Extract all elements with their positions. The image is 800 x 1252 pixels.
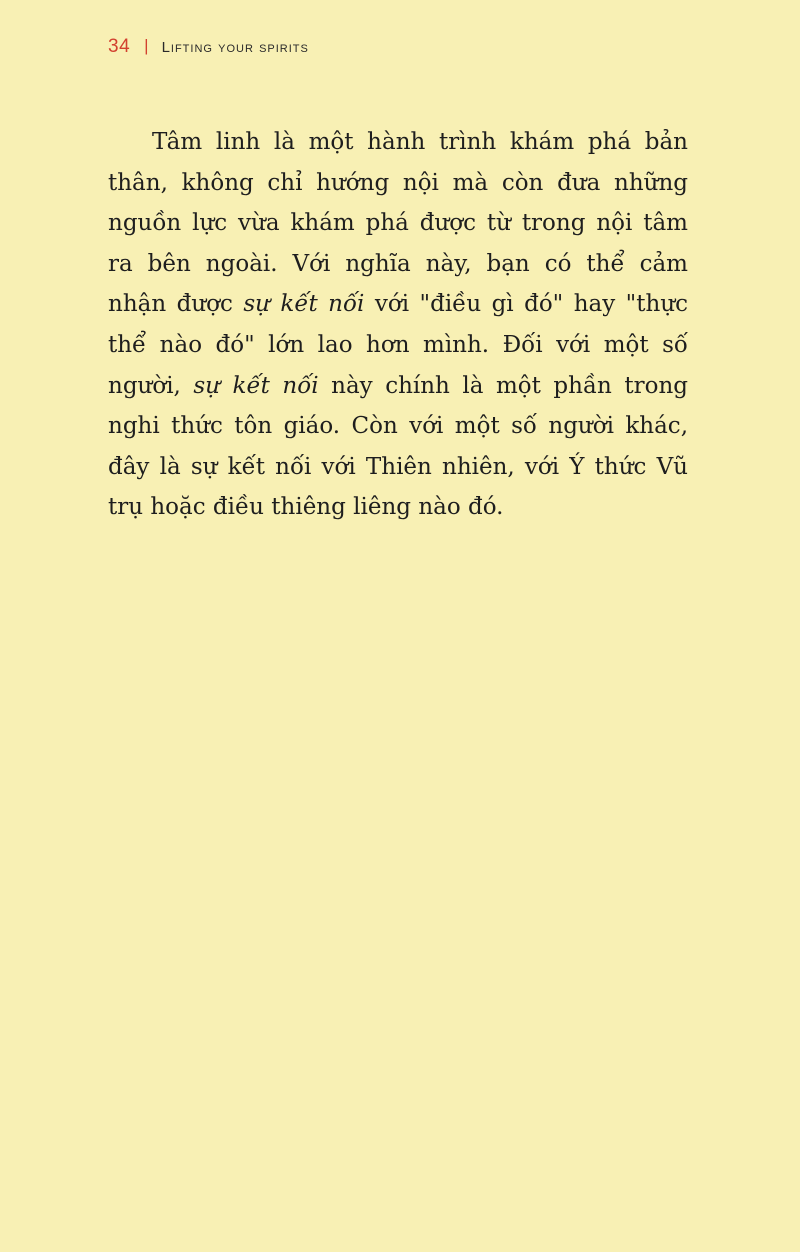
paragraph-line: Tâm linh là một hành trình khám phá bản bbox=[152, 129, 688, 155]
paragraph-line: thể nào đó" lớn lao hơn mình. Đối với một số bbox=[108, 331, 688, 358]
running-head bbox=[108, 34, 309, 60]
line-text: nhận được bbox=[108, 291, 244, 318]
paragraph-line: đây là sự kết nối với Thiên nhiên, với Ý thức Vũ bbox=[108, 453, 688, 480]
paragraph-line: thân, không chỉ hướng nội mà còn đưa những bbox=[108, 169, 688, 196]
line-text: người, bbox=[108, 372, 194, 399]
page-number: 34 bbox=[108, 36, 131, 57]
line-text: với "điều gì đó" hay "thực bbox=[364, 291, 689, 318]
line-text: này chính là một phần trong bbox=[318, 372, 688, 399]
paragraph-line bbox=[108, 366, 688, 407]
paragraph-line bbox=[108, 284, 688, 325]
paragraph-line: nghi thức tôn giáo. Còn với một số người khác, bbox=[108, 413, 688, 440]
header-separator: | bbox=[144, 36, 149, 55]
body-paragraph bbox=[108, 122, 688, 528]
paragraph-line: trụ hoặc điều thiêng liêng nào đó. bbox=[108, 494, 504, 521]
italic-phrase: sự kết nối bbox=[193, 372, 319, 399]
paragraph-line: nguồn lực vừa khám phá được từ trong nội tâm bbox=[108, 210, 688, 237]
book-title: Lifting your spirits bbox=[161, 38, 309, 56]
paragraph-line: ra bên ngoài. Với nghĩa này, bạn có thể cảm bbox=[108, 250, 688, 277]
italic-phrase: sự kết nối bbox=[243, 291, 365, 318]
